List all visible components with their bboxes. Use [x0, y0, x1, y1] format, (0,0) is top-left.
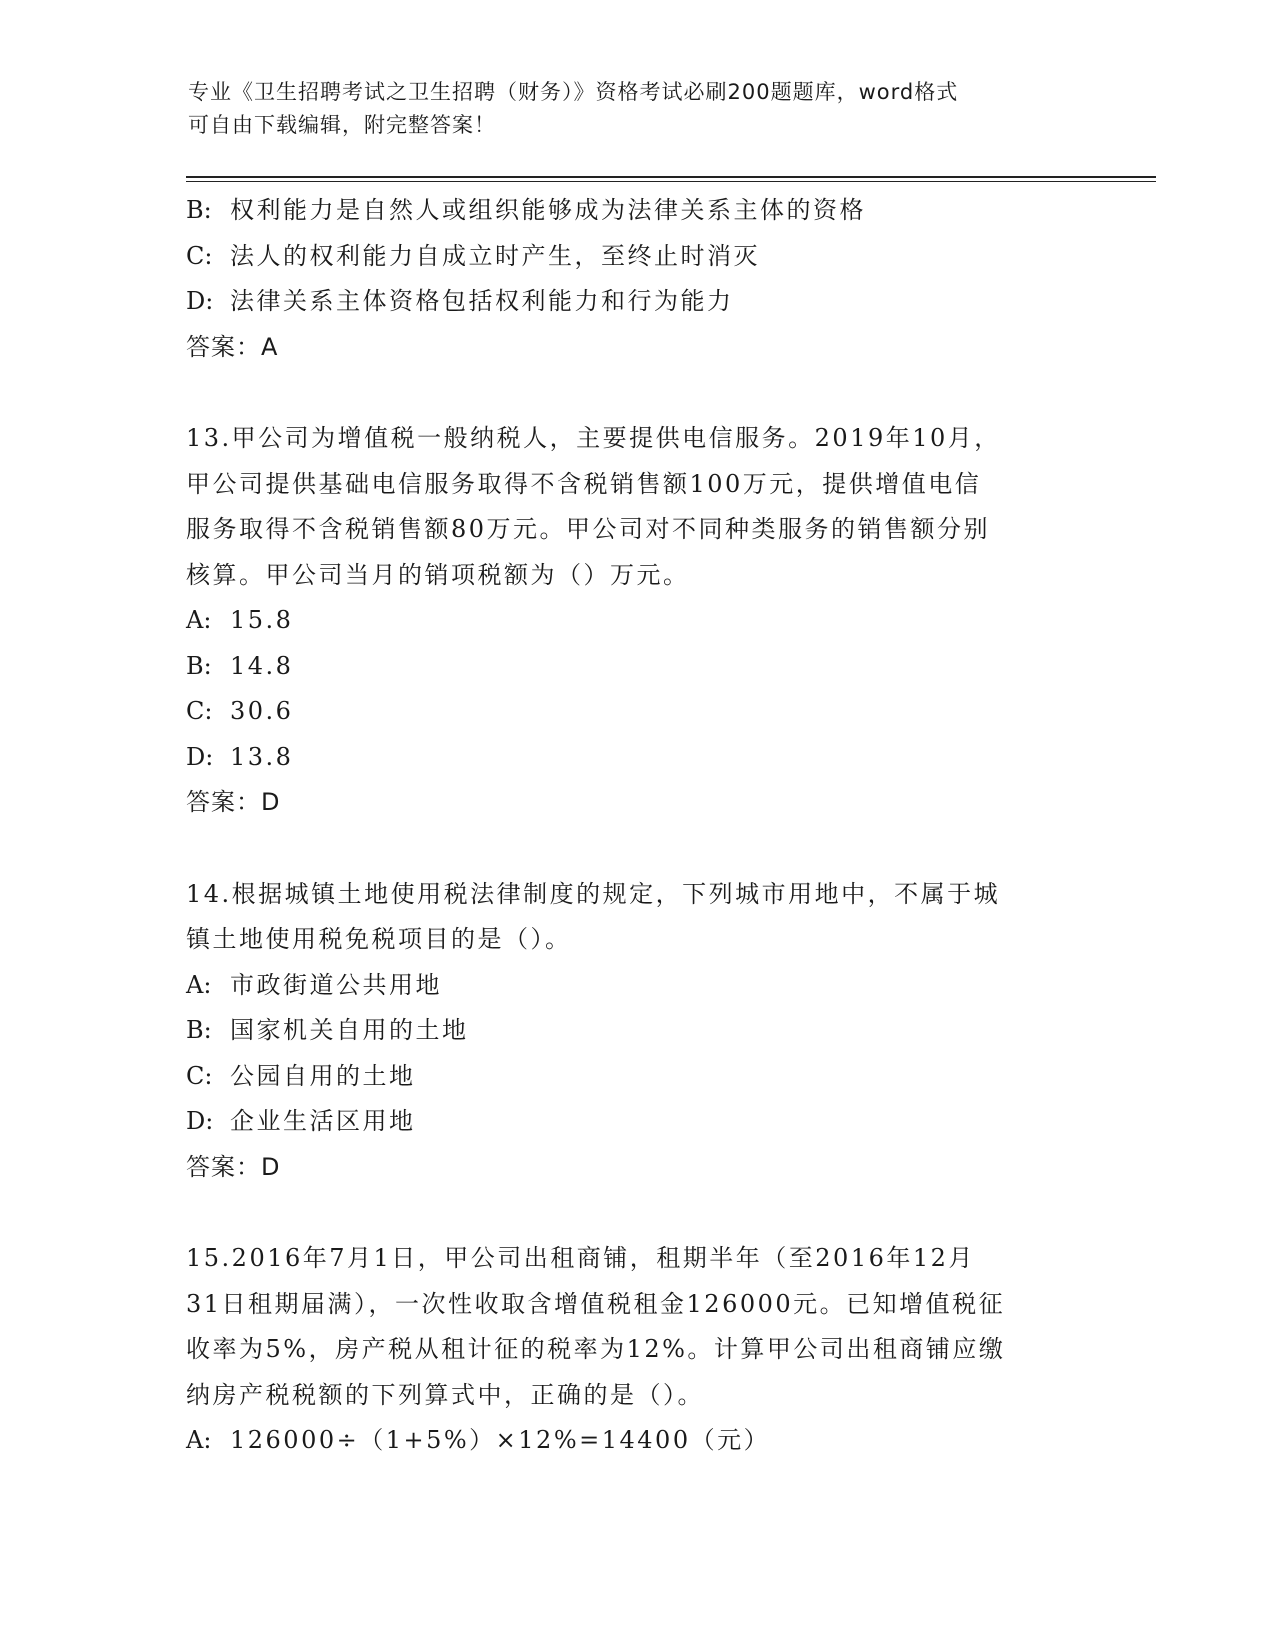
- option-a: A: 15.8: [186, 606, 294, 634]
- document-header: [188, 76, 1088, 142]
- answer: 答案：D: [186, 788, 281, 816]
- document-body: [186, 188, 1086, 1464]
- question-text-line: 核算。甲公司当月的销项税额为（）万元。: [186, 560, 690, 589]
- question-text-line: 纳房产税税额的下列算式中，正确的是（）。: [186, 1380, 704, 1409]
- option-b: B: 14.8: [186, 651, 294, 680]
- question-text-line: 14.根据城镇土地使用税法律制度的规定，下列城市用地中，不属于城: [186, 879, 1001, 908]
- question-text-line: 收率为5%，房产税从租计征的税率为12%。计算甲公司出租商铺应缴: [186, 1335, 1006, 1363]
- question-text-line: 13.甲公司为增值税一般纳税人，主要提供电信服务。2019年10月，: [186, 424, 1001, 452]
- answer: 答案：D: [186, 1152, 281, 1181]
- question-text-line: 镇土地使用税免税项目的是（）。: [186, 925, 572, 953]
- header-rule-thin: [186, 181, 1156, 182]
- header-line-2: 可自由下载编辑，附完整答案！: [188, 113, 496, 137]
- option-b: B: 国家机关自用的土地: [186, 1016, 469, 1044]
- answer: 答案：A: [186, 332, 279, 361]
- question-text-line: 服务取得不含税销售额80万元。甲公司对不同种类服务的销售额分别: [186, 515, 991, 543]
- option-a: A: 126000÷（1+5%）×12%=14400（元）: [186, 1426, 771, 1454]
- question-text-line: 31日租期届满），一次性收取含增值税租金126000元。已知增值税征: [186, 1289, 1006, 1318]
- option-a: A: 市政街道公共用地: [186, 970, 442, 999]
- header-line-1: 专业《卫生招聘考试之卫生招聘（财务）》资格考试必刷200题题库，word格式: [188, 80, 959, 104]
- question-15: [186, 1236, 1086, 1464]
- question-13: [186, 416, 1086, 826]
- option-d: D: 13.8: [186, 742, 294, 771]
- option-d: D: 法律关系主体资格包括权利能力和行为能力: [186, 287, 734, 315]
- header-rule-thick: [186, 176, 1156, 178]
- question-14: [186, 872, 1086, 1191]
- question-text-line: 15.2016年7月1日，甲公司出租商铺，租期半年（至2016年12月: [186, 1244, 975, 1272]
- option-c: C: 公园自用的土地: [186, 1061, 416, 1090]
- option-c: C: 法人的权利能力自成立时产生，至终止时消灭: [186, 241, 760, 270]
- option-b: B: 权利能力是自然人或组织能够成为法律关系主体的资格: [186, 196, 866, 224]
- option-d: D: 企业生活区用地: [186, 1107, 416, 1135]
- option-c: C: 30.6: [186, 697, 294, 725]
- question-12-continued: [186, 188, 1086, 370]
- question-text-line: 甲公司提供基础电信服务取得不含税销售额100万元，提供增值电信: [186, 469, 982, 498]
